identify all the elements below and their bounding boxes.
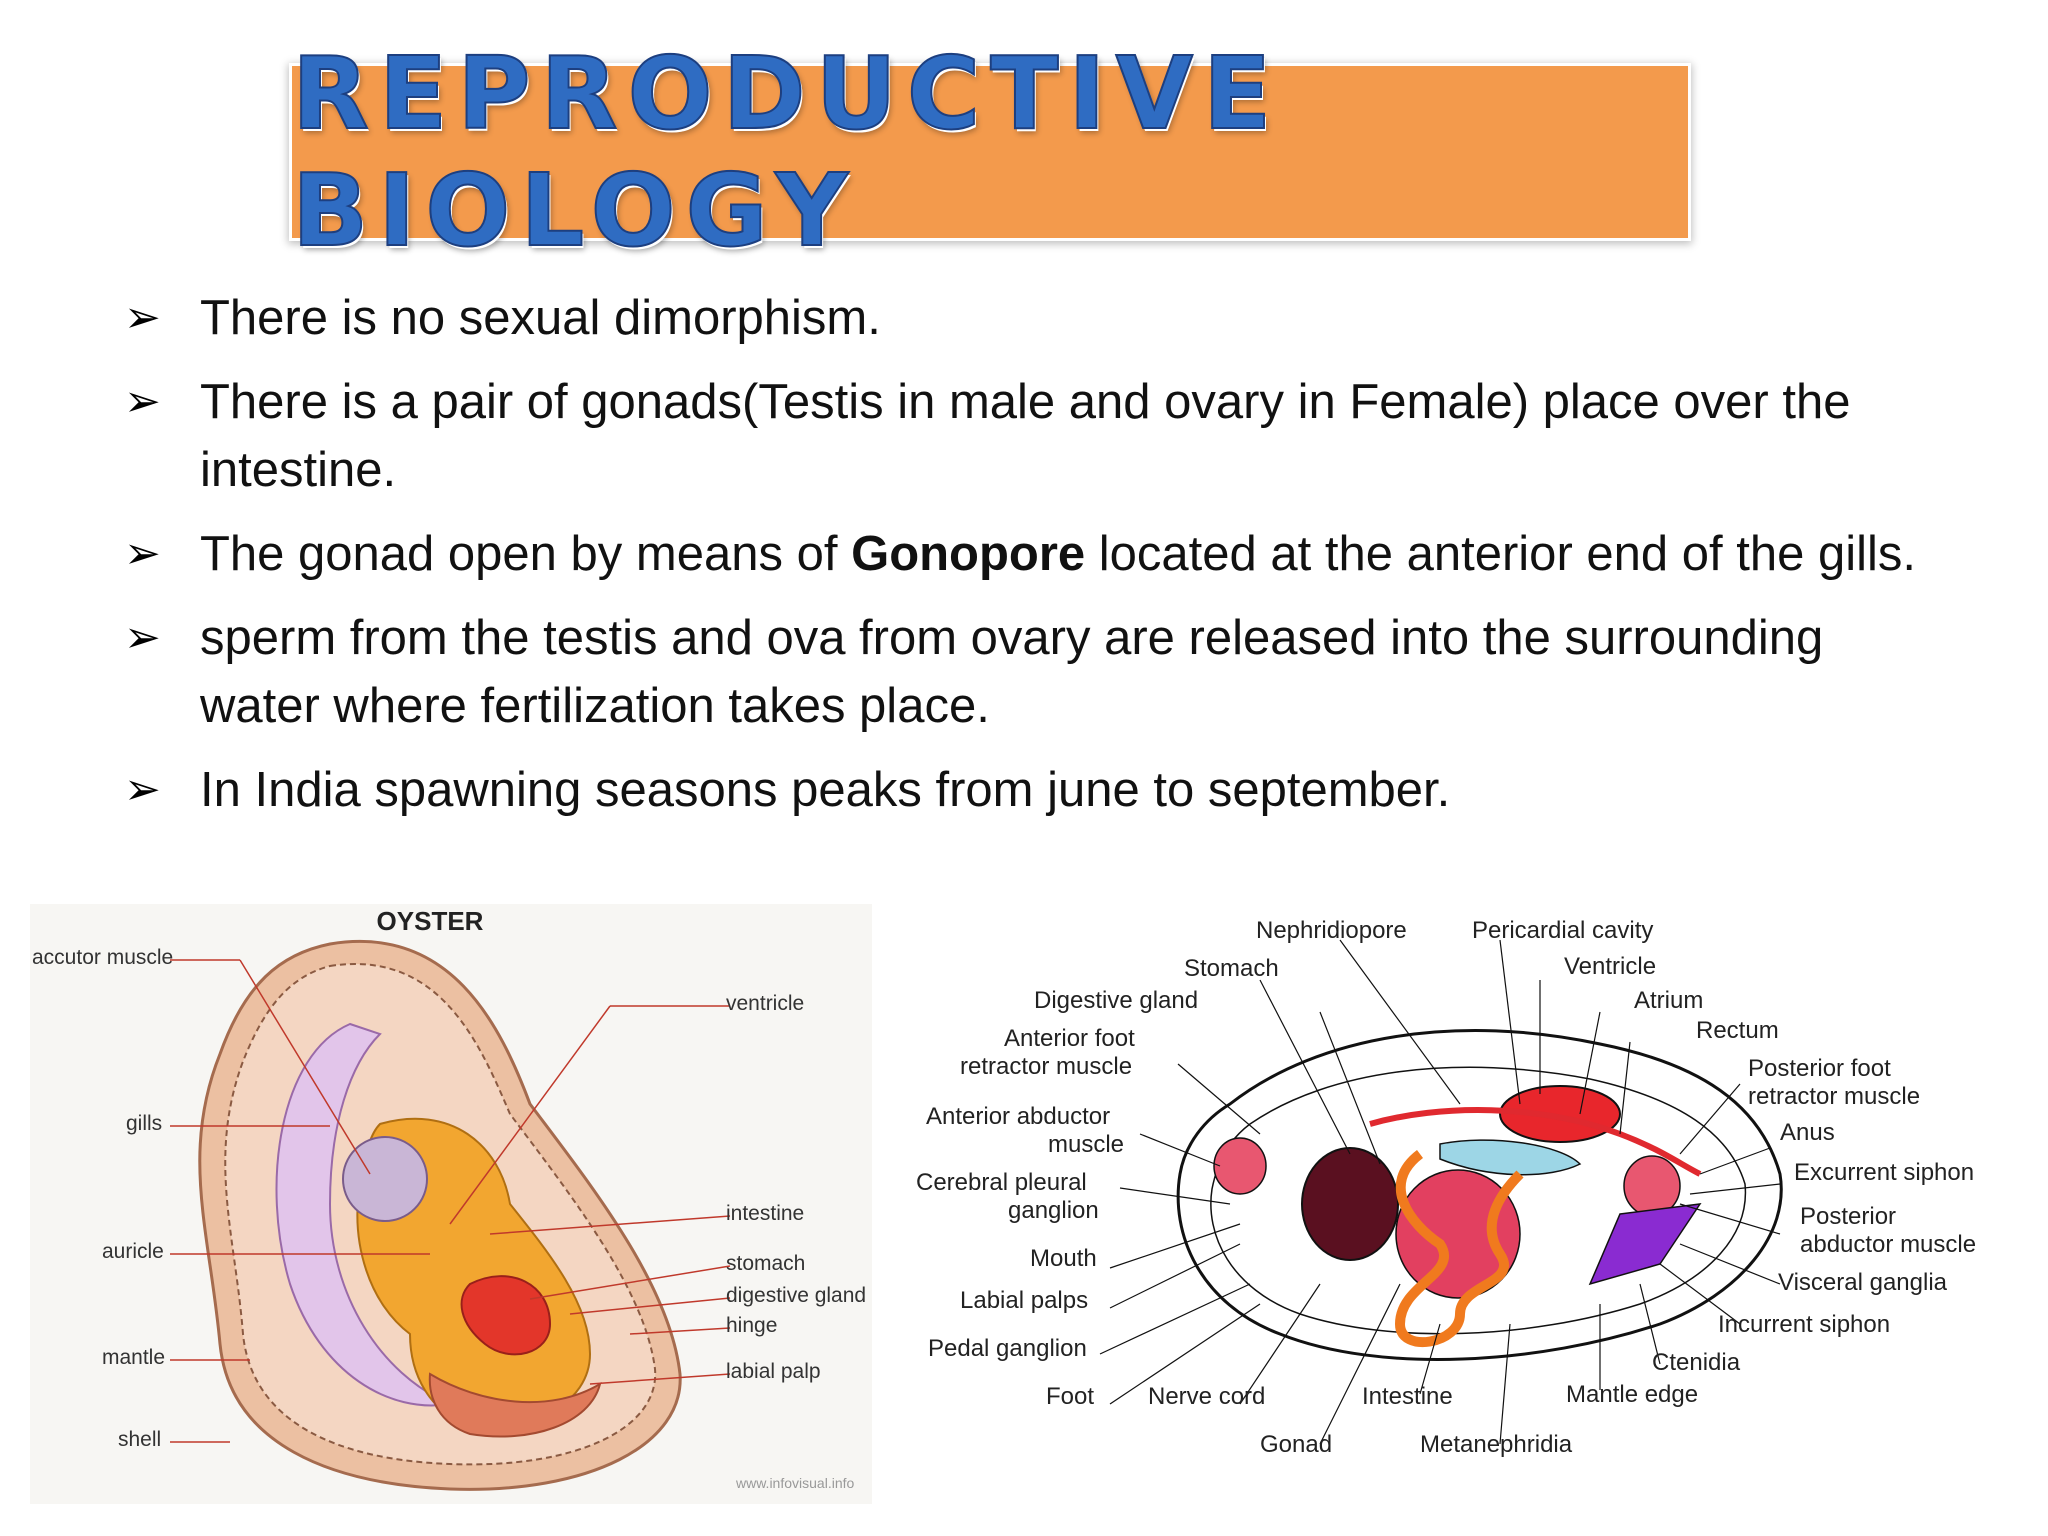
bullet-item [124,520,1944,588]
oyster-label-hinge: hinge [726,1314,778,1337]
oyster-label-intestine: intestine [726,1202,805,1225]
clam-label-rectum: Rectum [1696,1017,1779,1044]
bullet-item [124,756,1944,824]
clam-label-posterior-foot: Posterior foot [1748,1055,1891,1082]
arrow-bullet-icon: ➢ [124,293,161,342]
clam-label-nephridiopore: Nephridiopore [1256,917,1407,944]
clam-label-nerve-cord: Nerve cord [1148,1383,1266,1410]
clam-label-pericardial-cavity: Pericardial cavity [1472,917,1654,944]
clam-label-anterior-foot: Anterior foot [1004,1025,1135,1052]
bullet-text: There is no sexual dimorphism. [200,291,881,345]
clam-label-posterior-foot-2: retractor muscle [1748,1083,1921,1110]
oyster-label-mantle: mantle [102,1346,166,1369]
oyster-label-labial-palp: labial palp [726,1360,821,1383]
clam-illustration [900,904,2020,1464]
oyster-label-digestive-gland: digestive gland [726,1284,867,1307]
clam-diagram [900,904,2020,1464]
clam-label-incurrent-siphon: Incurrent siphon [1718,1311,1891,1338]
bullet-text: In India spawning seasons peaks from june to september. [200,763,1451,817]
arrow-bullet-icon: ➢ [124,377,161,426]
bullet-bold-term: Gonopore [851,527,1086,581]
clam-label-posterior-abductor: Posterior [1800,1203,1897,1230]
bullet-item [124,284,1944,352]
stomach-shape [1302,1148,1398,1260]
clam-label-gonad: Gonad [1260,1431,1333,1458]
clam-label-atrium: Atrium [1634,987,1704,1014]
clam-label-anus: Anus [1780,1119,1835,1146]
clam-label-digestive-gland: Digestive gland [1034,987,1199,1014]
clam-label-mantle-edge: Mantle edge [1566,1381,1699,1408]
clam-label-labial-palps: Labial palps [960,1287,1089,1314]
title-banner [292,35,1688,269]
slide-title: REPRODUCTIVE BIOLOGY [292,35,1282,269]
clam-label-posterior-abductor-2: abductor muscle [1800,1231,1977,1258]
oyster-watermark: www.infovisual.info [736,1475,855,1491]
clam-label-mouth: Mouth [1030,1245,1097,1272]
clam-label-foot: Foot [1046,1383,1095,1410]
clam-label-ventricle: Ventricle [1564,953,1657,980]
arrow-bullet-icon: ➢ [124,765,161,814]
clam-label-anterior-foot-2: retractor muscle [960,1053,1133,1080]
bullet-text: The gonad open by means of [200,527,852,581]
clam-label-pedal-ganglion: Pedal ganglion [928,1335,1087,1362]
oyster-title: OYSTER [376,906,484,936]
arrow-bullet-icon: ➢ [124,613,161,662]
anterior-abductor-shape [1214,1138,1266,1194]
clam-label-cerebral-pleural: Cerebral pleural [916,1169,1087,1196]
clam-label-excurrent-siphon: Excurrent siphon [1794,1159,1975,1186]
arrow-bullet-icon: ➢ [124,529,161,578]
bullet-list [124,284,1944,840]
clam-label-anterior-abductor-2: muscle [1048,1131,1125,1158]
oyster-illustration [30,904,872,1504]
oyster-label-auricle: auricle [102,1240,164,1263]
clam-label-ctenidia: Ctenidia [1652,1349,1741,1376]
clam-label-cerebral-pleural-2: ganglion [1008,1197,1099,1224]
bullet-text: There is a pair of gonads(Testis in male and ovary in Female) place over the intestine. [200,375,1851,497]
oyster-diagram [30,904,872,1504]
clam-label-anterior-abductor: Anterior abductor [926,1103,1111,1130]
oyster-label-ventricle: ventricle [726,992,805,1015]
bullet-text: sperm from the testis and ova from ovary are released into the surrounding water where fertilization takes place. [200,611,1824,733]
oyster-label-stomach: stomach [726,1252,806,1275]
oyster-label-accutor-muscle: accutor muscle [32,946,174,969]
oyster-label-shell: shell [118,1428,162,1451]
bullet-item [124,604,1944,740]
clam-label-visceral-ganglia: Visceral ganglia [1778,1269,1947,1296]
clam-label-intestine: Intestine [1362,1383,1453,1410]
clam-label-stomach: Stomach [1184,955,1279,982]
oyster-label-gills: gills [126,1112,163,1135]
bullet-text-continued: located at the anterior end of the gills. [1085,527,1916,581]
bullet-item [124,368,1944,504]
clam-label-metanephridia: Metanephridia [1420,1431,1573,1458]
